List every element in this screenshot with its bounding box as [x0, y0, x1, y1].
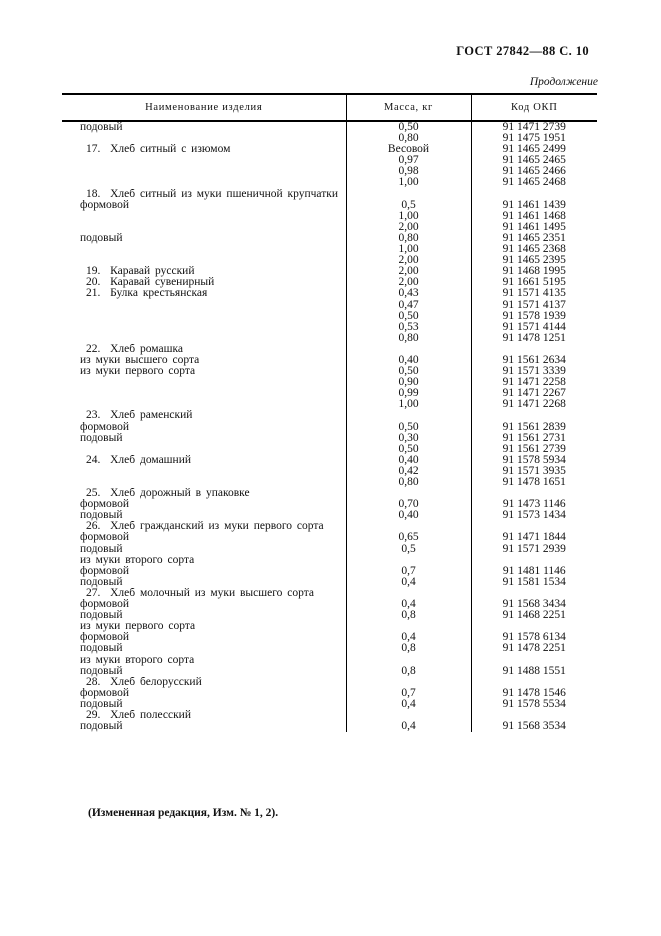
okp-code-cell: 91 1461 1439: [471, 200, 597, 211]
okp-code-cell: 91 1465 2465: [471, 155, 597, 166]
product-name-cell: формовой: [80, 199, 130, 211]
mass-cell: [346, 521, 471, 532]
product-name-cell: из муки второго сорта: [80, 554, 195, 566]
product-name-cell: подовый: [80, 510, 123, 522]
table-row: [62, 121, 597, 133]
mass-cell: 0,7: [346, 566, 471, 577]
product-name-cell: [62, 211, 346, 222]
product-name-cell: [62, 388, 346, 399]
table-row: [62, 655, 597, 666]
okp-code-cell: [471, 344, 597, 355]
table-row: [62, 466, 597, 477]
mass-cell: [346, 588, 471, 599]
okp-code-cell: 91 1471 1844: [471, 532, 597, 543]
mass-cell: 0,47: [346, 300, 471, 311]
product-name-cell: [62, 177, 346, 188]
mass-cell: 1,00: [346, 244, 471, 255]
table-row: [62, 288, 597, 299]
table-row: [62, 388, 597, 399]
product-name-cell: [62, 333, 346, 344]
product-name-cell: формовой: [80, 421, 130, 433]
product-name-cell: из муки первого сорта: [80, 621, 196, 633]
table-row: [62, 333, 597, 344]
mass-cell: 0,50: [346, 121, 471, 133]
okp-code-cell: 91 1481 1146: [471, 566, 597, 577]
okp-code-cell: [471, 521, 597, 532]
product-name-cell: [62, 222, 346, 233]
okp-code-cell: 91 1571 4135: [471, 288, 597, 299]
mass-cell: 0,40: [346, 455, 471, 466]
table-row: [62, 510, 597, 521]
okp-code-cell: 91 1475 1951: [471, 133, 597, 144]
product-name-cell: из муки высшего сорта: [80, 354, 200, 366]
product-name-cell: 28. Хлеб белорусский: [86, 676, 202, 688]
mass-cell: 0,5: [346, 200, 471, 211]
mass-cell: 0,40: [346, 510, 471, 521]
mass-cell: 0,4: [346, 599, 471, 610]
product-name-cell: из муки первого сорта: [80, 366, 196, 378]
okp-code-cell: 91 1465 2368: [471, 244, 597, 255]
okp-code-cell: 91 1561 2739: [471, 444, 597, 455]
mass-cell: 0,4: [346, 699, 471, 710]
mass-cell: [346, 621, 471, 632]
mass-cell: 0,8: [346, 610, 471, 621]
table-row: [62, 422, 597, 433]
okp-code-cell: 91 1478 1546: [471, 688, 597, 699]
table-row: [62, 355, 597, 366]
table-row: [62, 211, 597, 222]
mass-cell: 2,00: [346, 255, 471, 266]
mass-cell: 0,53: [346, 322, 471, 333]
okp-code-cell: 91 1465 2466: [471, 166, 597, 177]
table-row: [62, 488, 597, 499]
product-name-cell: [62, 444, 346, 455]
okp-code-cell: 91 1461 1495: [471, 222, 597, 233]
table-row: [62, 632, 597, 643]
column-header-product-name: Наименование изделия: [62, 94, 346, 121]
running-head: ГОСТ 27842—88 С. 10: [456, 44, 589, 58]
product-name-cell: 20. Каравай сувенирный: [86, 277, 215, 289]
mass-cell: 0,7: [346, 688, 471, 699]
table-row: [62, 366, 597, 377]
product-name-cell: подовый: [80, 121, 123, 133]
table-row: [62, 222, 597, 233]
mass-cell: 0,80: [346, 333, 471, 344]
product-name-cell: [62, 311, 346, 322]
table-row: [62, 643, 597, 654]
okp-code-cell: 91 1461 1468: [471, 211, 597, 222]
product-name-cell: [62, 133, 346, 144]
product-name-cell: формовой: [80, 632, 130, 644]
mass-cell: 0,50: [346, 366, 471, 377]
table-row: [62, 277, 597, 288]
table-row: [62, 322, 597, 333]
okp-code-cell: 91 1468 2251: [471, 610, 597, 621]
okp-code-cell: 91 1471 2739: [471, 121, 597, 133]
table-row: [62, 477, 597, 488]
amendment-note: (Измененная редакция, Изм. № 1, 2).: [88, 807, 279, 819]
okp-code-cell: 91 1561 2731: [471, 433, 597, 444]
mass-cell: 0,50: [346, 311, 471, 322]
mass-cell: 0,98: [346, 166, 471, 177]
okp-code-cell: 91 1465 2499: [471, 144, 597, 155]
mass-cell: 0,4: [346, 721, 471, 732]
table-row: [62, 444, 597, 455]
mass-cell: [346, 677, 471, 688]
okp-code-cell: 91 1568 3434: [471, 599, 597, 610]
mass-cell: Весовой: [346, 144, 471, 155]
okp-code-cell: 91 1471 2258: [471, 377, 597, 388]
mass-cell: 0,50: [346, 444, 471, 455]
table-row: [62, 577, 597, 588]
table-row: [62, 566, 597, 577]
product-name-cell: 26. Хлеб гражданский из муки первого сорта: [86, 521, 324, 533]
okp-code-cell: 91 1578 1939: [471, 311, 597, 322]
product-name-cell: подовый: [80, 232, 123, 244]
table-row: [62, 255, 597, 266]
product-name-cell: [62, 466, 346, 477]
mass-cell: 2,00: [346, 277, 471, 288]
okp-code-cell: [471, 588, 597, 599]
table-row: [62, 455, 597, 466]
table-row: [62, 699, 597, 710]
product-name-cell: 25. Хлеб дорожный в упаковке: [86, 488, 250, 500]
mass-cell: [346, 710, 471, 721]
okp-code-cell: 91 1465 2468: [471, 177, 597, 188]
product-name-cell: [62, 155, 346, 166]
mass-cell: [346, 555, 471, 566]
product-name-cell: подовый: [80, 698, 123, 710]
mass-cell: 0,4: [346, 577, 471, 588]
product-name-cell: формовой: [80, 565, 130, 577]
product-name-cell: [62, 477, 346, 488]
product-name-cell: подовый: [80, 432, 123, 444]
okp-code-cell: 91 1571 4137: [471, 300, 597, 311]
mass-cell: 0,80: [346, 233, 471, 244]
mass-cell: 0,80: [346, 133, 471, 144]
table-row: [62, 721, 597, 732]
product-name-cell: [62, 322, 346, 333]
product-name-cell: подовый: [80, 665, 123, 677]
product-name-cell: формовой: [80, 499, 130, 511]
mass-cell: 0,42: [346, 466, 471, 477]
mass-cell: 2,00: [346, 266, 471, 277]
mass-cell: 0,40: [346, 355, 471, 366]
okp-code-cell: [471, 555, 597, 566]
okp-code-cell: [471, 655, 597, 666]
product-name-cell: [62, 300, 346, 311]
table-row: [62, 166, 597, 177]
table-row: [62, 610, 597, 621]
table-row: [62, 599, 597, 610]
table-row: [62, 710, 597, 721]
okp-code-cell: [471, 677, 597, 688]
okp-code-cell: 91 1581 1534: [471, 577, 597, 588]
mass-cell: [346, 410, 471, 421]
okp-code-cell: [471, 488, 597, 499]
okp-code-cell: [471, 621, 597, 632]
table-row: [62, 410, 597, 421]
mass-cell: 0,4: [346, 632, 471, 643]
mass-cell: 1,00: [346, 399, 471, 410]
mass-cell: [346, 344, 471, 355]
table-row: [62, 144, 597, 155]
okp-code-cell: [471, 410, 597, 421]
product-name-cell: [62, 255, 346, 266]
mass-cell: 0,80: [346, 477, 471, 488]
table-body: [62, 121, 597, 732]
table-row: [62, 555, 597, 566]
mass-cell: 0,50: [346, 422, 471, 433]
product-name-cell: [62, 244, 346, 255]
okp-code-cell: 91 1478 2251: [471, 643, 597, 654]
product-name-cell: [62, 377, 346, 388]
product-name-cell: из муки второго сорта: [80, 654, 195, 666]
okp-code-cell: 91 1573 1434: [471, 510, 597, 521]
okp-code-cell: 91 1661 5195: [471, 277, 597, 288]
okp-code-cell: 91 1468 1995: [471, 266, 597, 277]
mass-cell: 0,30: [346, 433, 471, 444]
table-row: [62, 588, 597, 599]
okp-code-cell: [471, 710, 597, 721]
table-row: [62, 399, 597, 410]
table-row: [62, 688, 597, 699]
mass-cell: 0,8: [346, 666, 471, 677]
table-row: [62, 155, 597, 166]
okp-code-cell: 91 1478 1651: [471, 477, 597, 488]
product-name-cell: подовый: [80, 543, 123, 555]
mass-cell: 0,97: [346, 155, 471, 166]
mass-cell: 0,8: [346, 643, 471, 654]
okp-code-cell: 91 1578 5934: [471, 455, 597, 466]
table-row: [62, 621, 597, 632]
okp-code-cell: 91 1471 2267: [471, 388, 597, 399]
table-row: [62, 200, 597, 211]
okp-code-cell: 91 1478 1251: [471, 333, 597, 344]
mass-cell: 0,70: [346, 499, 471, 510]
mass-cell: [346, 488, 471, 499]
mass-cell: 0,99: [346, 388, 471, 399]
okp-code-cell: 91 1578 6134: [471, 632, 597, 643]
mass-cell: [346, 189, 471, 200]
product-name-cell: формовой: [80, 687, 130, 699]
product-name-cell: 22. Хлеб ромашка: [86, 343, 183, 355]
table-row: [62, 433, 597, 444]
column-header-mass: Масса, кг: [346, 94, 471, 121]
product-name-cell: [62, 399, 346, 410]
table-row: [62, 300, 597, 311]
okp-code-cell: 91 1571 3339: [471, 366, 597, 377]
product-name-cell: подовый: [80, 643, 123, 655]
mass-cell: 1,00: [346, 211, 471, 222]
okp-code-cell: 91 1488 1551: [471, 666, 597, 677]
table-row: [62, 499, 597, 510]
okp-code-cell: [471, 189, 597, 200]
column-header-okp-code: Код ОКП: [471, 94, 597, 121]
product-name-cell: 19. Каравай русский: [86, 266, 195, 278]
mass-cell: 1,00: [346, 177, 471, 188]
product-name-cell: 18. Хлеб ситный из муки пшеничной крупчатки: [86, 188, 338, 200]
mass-cell: 0,5: [346, 544, 471, 555]
table-row: [62, 677, 597, 688]
okp-code-cell: 91 1465 2351: [471, 233, 597, 244]
table-row: [62, 133, 597, 144]
table-row: [62, 244, 597, 255]
product-name-cell: подовый: [80, 576, 123, 588]
table-row: [62, 532, 597, 543]
table-row: [62, 344, 597, 355]
table-row: [62, 266, 597, 277]
table-row: [62, 311, 597, 322]
okp-code-cell: 91 1571 3935: [471, 466, 597, 477]
product-name-cell: 23. Хлеб раменский: [86, 410, 193, 422]
table-row: [62, 544, 597, 555]
okp-code-cell: 91 1561 2839: [471, 422, 597, 433]
product-name-cell: 21. Булка крестьянская: [86, 288, 208, 300]
okp-code-cell: 91 1571 2939: [471, 544, 597, 555]
product-name-cell: подовый: [80, 721, 123, 733]
table-row: [62, 177, 597, 188]
mass-cell: [346, 655, 471, 666]
okp-code-cell: 91 1473 1146: [471, 499, 597, 510]
table-row: [62, 377, 597, 388]
product-name-cell: формовой: [80, 532, 130, 544]
mass-cell: 0,65: [346, 532, 471, 543]
okp-code-cell: 91 1571 4144: [471, 322, 597, 333]
table-row: [62, 666, 597, 677]
table-header: [62, 94, 597, 121]
mass-cell: 0,90: [346, 377, 471, 388]
table-header-row: [62, 94, 597, 121]
table-row: [62, 521, 597, 532]
okp-code-cell: 91 1471 2268: [471, 399, 597, 410]
continuation-label: Продолжение: [529, 76, 598, 88]
table-row: [62, 189, 597, 200]
product-name-cell: формовой: [80, 599, 130, 611]
table-row: [62, 233, 597, 244]
product-name-cell: 27. Хлеб молочный из муки высшего сорта: [86, 587, 314, 599]
okp-code-cell: 91 1465 2395: [471, 255, 597, 266]
okp-code-cell: 91 1578 5534: [471, 699, 597, 710]
product-name-cell: подовый: [80, 610, 123, 622]
product-name-cell: [62, 166, 346, 177]
mass-cell: 0,43: [346, 288, 471, 299]
okp-code-cell: 91 1561 2634: [471, 355, 597, 366]
okp-code-cell: 91 1568 3534: [471, 721, 597, 732]
products-table: [62, 93, 597, 732]
mass-cell: 2,00: [346, 222, 471, 233]
product-name-cell: 24. Хлеб домашний: [86, 454, 192, 466]
product-name-cell: 29. Хлеб полесский: [86, 709, 191, 721]
product-name-cell: 17. Хлеб ситный с изюмом: [86, 144, 231, 156]
